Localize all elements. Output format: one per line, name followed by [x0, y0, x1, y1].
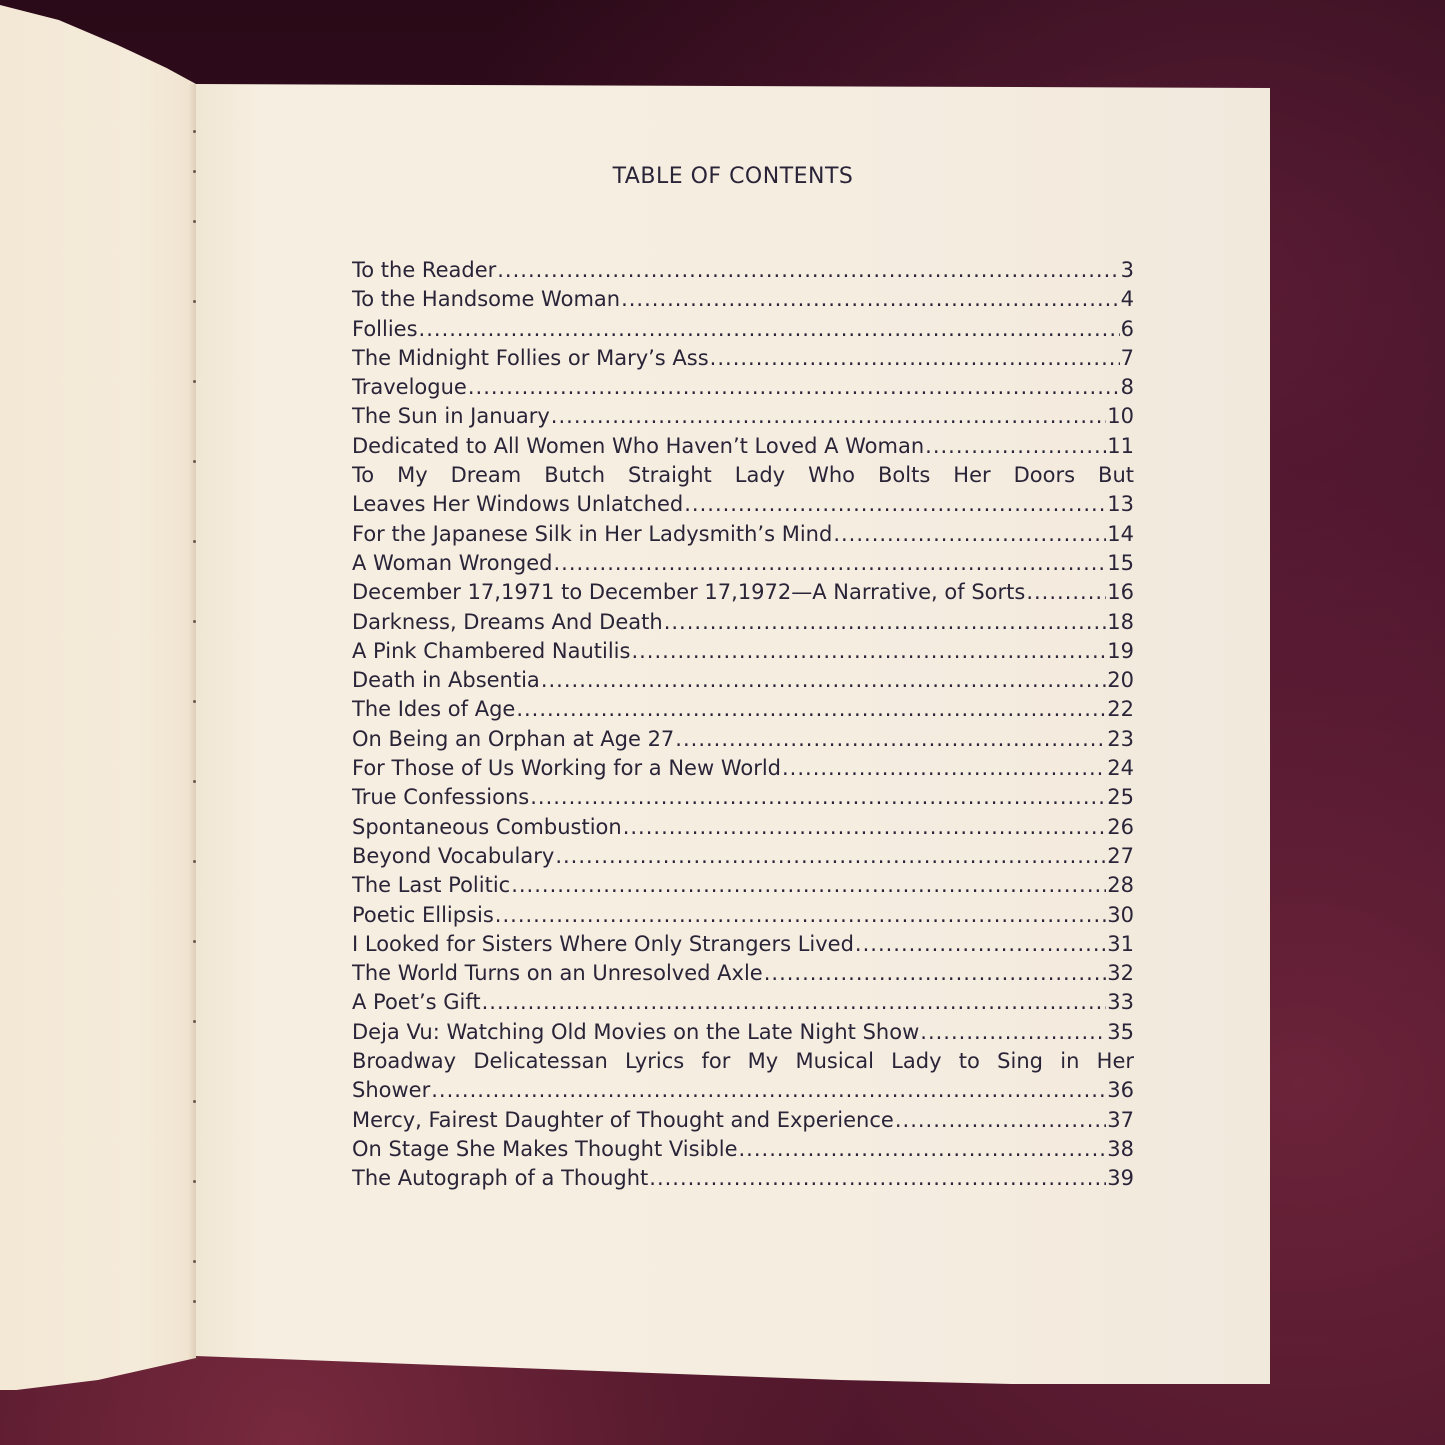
entry-page-number: 10 — [1107, 404, 1134, 429]
toc-entry — [352, 1135, 1134, 1164]
toc-entry — [352, 520, 1134, 549]
dot-leader — [555, 842, 1106, 871]
toc-entry — [352, 373, 1134, 402]
page-title: TABLE OF CONTENTS — [612, 164, 854, 189]
dot-leader — [482, 988, 1107, 1017]
toc-entry — [352, 578, 1134, 607]
stitch-mark — [193, 780, 196, 783]
toc-entry — [352, 315, 1134, 344]
dot-leader — [895, 1106, 1106, 1135]
entry-page-number: 36 — [1107, 1078, 1134, 1103]
entry-page-number: 22 — [1107, 697, 1134, 722]
stitch-mark — [193, 1300, 196, 1303]
entry-title: A Woman Wronged — [352, 550, 553, 575]
toc-entry-line1 — [352, 461, 1134, 490]
toc-entry — [352, 988, 1134, 1017]
entry-title: For the Japanese Silk in Her Ladysmith’s Mind — [352, 521, 833, 546]
dot-leader — [664, 608, 1107, 637]
entry-title: Beyond Vocabulary — [352, 843, 555, 868]
dot-leader — [684, 490, 1106, 519]
stitch-mark — [193, 300, 196, 303]
entry-title: On Stage She Makes Thought Visible — [352, 1136, 738, 1161]
entry-page-number: 20 — [1107, 668, 1134, 693]
toc-entry — [352, 432, 1134, 461]
toc-entry — [352, 1164, 1134, 1193]
toc-entry — [352, 637, 1134, 666]
entry-title: Mercy, Fairest Daughter of Thought and Experience — [352, 1107, 894, 1132]
dot-leader — [925, 432, 1106, 461]
entry-page-number: 32 — [1107, 961, 1134, 986]
stitch-mark — [193, 1020, 196, 1023]
entry-title: To the Handsome Woman — [352, 287, 621, 312]
dot-leader — [631, 637, 1106, 666]
dot-leader — [495, 901, 1106, 930]
dot-leader — [710, 344, 1120, 373]
toc-entry — [352, 1106, 1134, 1135]
stitch-mark — [193, 460, 196, 463]
entry-page-number: 24 — [1107, 756, 1134, 781]
entry-page-number: 37 — [1107, 1107, 1134, 1132]
entry-page-number: 14 — [1107, 521, 1134, 546]
dot-leader — [431, 1076, 1106, 1105]
dot-leader — [920, 1018, 1106, 1047]
entry-title: December 17,1971 to December 17,1972—A Narrative, of Sorts — [352, 580, 1026, 605]
toc-entry-line2 — [352, 1076, 1134, 1105]
entry-title: True Confessions — [352, 785, 530, 810]
entry-title-line1: Broadway Delicatessan Lyrics for My Musical Lady to Sing in Her — [352, 1049, 1134, 1074]
stitch-mark — [193, 1180, 196, 1183]
entry-page-number: 28 — [1107, 873, 1134, 898]
entry-title: A Poet’s Gift — [352, 990, 481, 1015]
dot-leader — [511, 871, 1106, 900]
entry-page-number: 25 — [1107, 785, 1134, 810]
dot-leader — [855, 930, 1106, 959]
stitch-mark — [193, 700, 196, 703]
dot-leader — [621, 285, 1120, 314]
toc-entry — [352, 725, 1134, 754]
toc-entry — [352, 871, 1134, 900]
toc-entry — [352, 1018, 1134, 1047]
entry-title: Follies — [352, 316, 418, 341]
toc-entry-line1 — [352, 1047, 1134, 1076]
entry-page-number: 26 — [1107, 814, 1134, 839]
entry-title: Death in Absentia — [352, 668, 540, 693]
dot-leader — [497, 256, 1119, 285]
entry-page-number: 30 — [1107, 902, 1134, 927]
dot-leader — [419, 315, 1120, 344]
entry-page-number: 33 — [1107, 990, 1134, 1015]
toc-entry — [352, 344, 1134, 373]
entry-title: The Ides of Age — [352, 697, 516, 722]
entry-page-number: 8 — [1120, 375, 1134, 400]
entry-title: On Being an Orphan at Age 27 — [352, 726, 675, 751]
toc-entry — [352, 901, 1134, 930]
dot-leader — [468, 373, 1120, 402]
binding-stitches — [193, 120, 199, 1320]
stitch-mark — [193, 1100, 196, 1103]
entry-title: The Last Politic — [352, 873, 511, 898]
dot-leader — [530, 783, 1106, 812]
toc-entry — [352, 695, 1134, 724]
entry-page-number: 4 — [1120, 287, 1134, 312]
entry-page-number: 18 — [1107, 609, 1134, 634]
entry-title: The Autograph of a Thought — [352, 1166, 649, 1191]
entry-title: The World Turns on an Unresolved Axle — [352, 961, 763, 986]
entry-page-number: 7 — [1120, 345, 1134, 370]
toc-entry — [352, 813, 1134, 842]
dot-leader — [1026, 578, 1106, 607]
entry-title: The Sun in January — [352, 404, 550, 429]
toc-entry — [352, 754, 1134, 783]
dot-leader — [553, 549, 1106, 578]
dot-leader — [623, 813, 1107, 842]
dot-leader — [782, 754, 1106, 783]
dot-leader — [541, 666, 1106, 695]
entry-title-line2: Leaves Her Windows Unlatched — [352, 492, 684, 517]
stitch-mark — [193, 940, 196, 943]
entry-title: Dedicated to All Women Who Haven’t Loved A Woman — [352, 433, 925, 458]
toc-entry — [352, 783, 1134, 812]
toc-entry — [352, 666, 1134, 695]
entry-page-number: 13 — [1107, 492, 1134, 517]
entry-page-number: 35 — [1107, 1019, 1134, 1044]
stitch-mark — [193, 620, 196, 623]
stitch-mark — [193, 380, 196, 383]
entry-title: To the Reader — [352, 258, 497, 282]
entry-page-number: 38 — [1107, 1136, 1134, 1161]
entry-page-number: 23 — [1107, 726, 1134, 751]
toc-entry — [352, 930, 1134, 959]
entry-title: For Those of Us Working for a New World — [352, 756, 781, 781]
table-of-contents — [352, 256, 1134, 1194]
entry-page-number: 3 — [1120, 258, 1134, 282]
entry-page-number: 6 — [1120, 316, 1134, 341]
entry-page-number: 19 — [1107, 638, 1134, 663]
stitch-mark — [193, 860, 196, 863]
entry-title-line2: Shower — [352, 1078, 431, 1103]
entry-page-number: 16 — [1107, 580, 1134, 605]
entry-page-number: 31 — [1107, 931, 1134, 956]
toc-entry — [352, 256, 1134, 285]
dot-leader — [764, 959, 1107, 988]
toc-entry-line2 — [352, 490, 1134, 519]
toc-entry — [352, 959, 1134, 988]
dot-leader — [649, 1164, 1106, 1193]
left-facing-page — [0, 0, 196, 1390]
entry-title: I Looked for Sisters Where Only Strangers Lived — [352, 931, 854, 956]
toc-entry — [352, 549, 1134, 578]
entry-title: Travelogue — [352, 375, 467, 400]
stitch-mark — [193, 1260, 196, 1263]
entry-title: Poetic Ellipsis — [352, 902, 494, 927]
stitch-mark — [193, 130, 196, 133]
dot-leader — [739, 1135, 1107, 1164]
entry-page-number: 11 — [1107, 433, 1134, 458]
stitch-mark — [193, 220, 196, 223]
entry-title: A Pink Chambered Nautilis — [352, 638, 631, 663]
toc-entry — [352, 402, 1134, 431]
dot-leader — [833, 520, 1106, 549]
toc-entry — [352, 608, 1134, 637]
entry-title: Spontaneous Combustion — [352, 814, 622, 839]
entry-title: The Midnight Follies or Mary’s Ass — [352, 345, 709, 370]
stitch-mark — [193, 540, 196, 543]
entry-title: Deja Vu: Watching Old Movies on the Late Night Show — [352, 1019, 920, 1044]
toc-entry — [352, 842, 1134, 871]
entry-title-line1: To My Dream Butch Straight Lady Who Bolts Her Doors But — [352, 463, 1134, 488]
entry-title: Darkness, Dreams And Death — [352, 609, 663, 634]
entry-page-number: 15 — [1107, 550, 1134, 575]
dot-leader — [675, 725, 1106, 754]
entry-page-number: 27 — [1107, 843, 1134, 868]
entry-page-number: 39 — [1107, 1166, 1134, 1191]
dot-leader — [551, 402, 1106, 431]
toc-entry — [352, 285, 1134, 314]
dot-leader — [516, 695, 1106, 724]
